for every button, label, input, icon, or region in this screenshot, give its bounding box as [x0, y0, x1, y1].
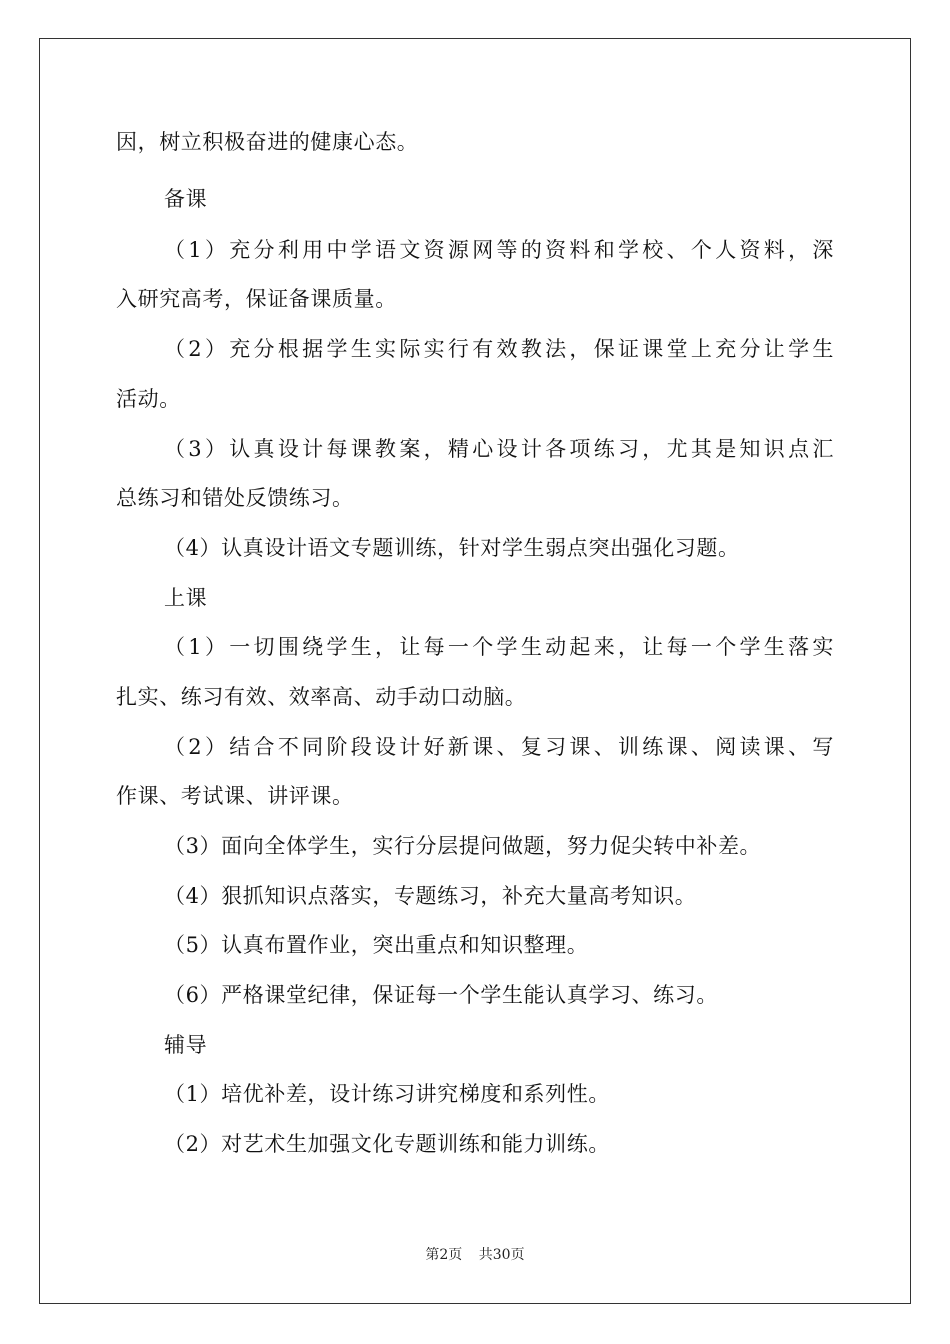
- page-footer: [0, 1246, 950, 1264]
- text-line: （4）狠抓知识点落实，专题练习，补充大量高考知识。: [164, 884, 697, 908]
- text-line: （3）面向全体学生，实行分层提问做题，努力促尖转中补差。: [164, 834, 762, 858]
- text-line: 作课、考试课、讲评课。: [116, 784, 354, 808]
- page-number: 第2页: [425, 1247, 463, 1263]
- text-line: （6）严格课堂纪律，保证每一个学生能认真学习、练习。: [164, 983, 718, 1007]
- text-line: （5）认真布置作业，突出重点和知识整理。: [164, 933, 589, 957]
- text-line: （1）充分利用中学语文资源网等的资料和学校、个人资料，深: [164, 238, 834, 262]
- text-line: 入研究高考，保证备课质量。: [116, 287, 397, 311]
- page-border: [39, 38, 911, 1304]
- text-line: （3）认真设计每课教案，精心设计各项练习，尤其是知识点汇: [164, 437, 834, 461]
- section-heading-prep: 备课: [164, 187, 208, 211]
- text-line: 总练习和错处反馈练习。: [116, 486, 354, 510]
- text-line: 活动。: [116, 387, 181, 411]
- section-heading-tutoring: 辅导: [164, 1033, 208, 1057]
- text-line: 因，树立积极奋进的健康心态。: [116, 130, 419, 154]
- page-total: 共30页: [478, 1247, 525, 1263]
- text-line: （1）培优补差，设计练习讲究梯度和系列性。: [164, 1082, 610, 1106]
- text-line: （1）一切围绕学生，让每一个学生动起来，让每一个学生落实: [164, 635, 834, 659]
- text-line: （2）结合不同阶段设计好新课、复习课、训练课、阅读课、写: [164, 735, 834, 759]
- text-line: （4）认真设计语文专题训练，针对学生弱点突出强化习题。: [164, 536, 740, 560]
- section-heading-class: 上课: [164, 586, 208, 610]
- text-line: （2）充分根据学生实际实行有效教法，保证课堂上充分让学生: [164, 337, 834, 361]
- text-line: 扎实、练习有效、效率高、动手动口动脑。: [116, 685, 527, 709]
- text-line: （2）对艺术生加强文化专题训练和能力训练。: [164, 1132, 610, 1156]
